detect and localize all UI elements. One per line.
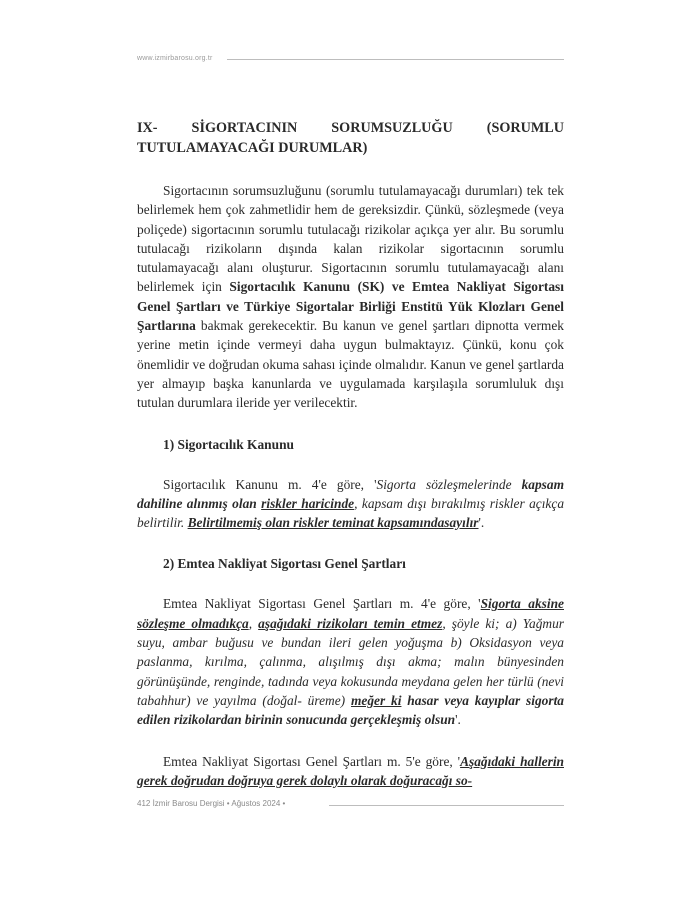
underlined-text: Aşağıdaki hallerin gerek doğrudan doğruya gerek dolaylı olarak doğuracağı so- [137, 753, 564, 788]
text: , [248, 615, 259, 631]
bold-text: Sigortacılık Kanunu (SK) ve Emtea Nakliyat Sigortası Genel Şartları ve Türkiye Sigortalar Birliği Enstitü Yük Klozları Genel Şartlarına [137, 279, 564, 334]
header-rule [227, 59, 564, 60]
text: , şöyle ki; a) Yağmur suyu, ambar buğusu ve bundan ileri gelen yoğuşma b) Oksidasyon veya paslanma, kırılma, çalınma, alışılmış dışı akma; malın bünyesinden görünüşünde, renginde, tadında veya kokusunda meydana gelen her türlü (nevi tabahhur) ve yayılma (doğal- üreme) [137, 615, 564, 708]
article-body [137, 118, 564, 790]
underlined-text: meğer ki [350, 692, 402, 708]
page-footer [137, 799, 564, 811]
text: , kapsam dışı bırakılmış riskler açıkça belirtilir. [137, 495, 565, 531]
text: Emtea Nakliyat Sigortası Genel Şartları m. 5'e göre, ' [163, 753, 461, 769]
paragraph-intro [137, 181, 564, 413]
text: Sigorta sözleşmelerinde [376, 476, 522, 492]
underlined-text: aşağıdaki rizikoları temin etmez [258, 615, 443, 631]
bold-text: kapsam dahiline alınmış olan [137, 476, 564, 511]
subheading-emtea-nakliyat: 2) Emtea Nakliyat Sigortası Genel Şartları [163, 556, 406, 572]
underlined-text: riskler haricinde [261, 495, 355, 511]
paragraph-emtea-article-5 [137, 752, 564, 791]
subheading-sigortacilik-kanunu: 1) Sigortacılık Kanunu [163, 436, 294, 452]
paragraph-sk-article-4 [137, 475, 564, 533]
paragraph-emtea-article-4 [137, 594, 564, 729]
footer-rule [329, 805, 564, 806]
bold-text: hasar veya kayıplar sigorta edilen rizikolardan birinin sonucunda gerçekleşmiş olsun [137, 692, 564, 728]
text: Sigortacının sorumsuzluğunu (sorumlu tutulamayacağı durumları) tek tek belirlemek hem çok zahmetlidir hem de gereksizdir. Çünkü, sözleşmede (veya poliçede) sigortacının sorumlu tutulacağı rizikolar açıkça yer alır. Bu sorumlu tutulacağı rizikoların dışında kalan rizikolar sigortacının sorumlu tutulamayacağı alanı oluşturur. Sigortacının sorumlu tutulamayacağı alanı belirlemek için [137, 183, 564, 295]
text: bakmak gerekecektir. Bu kanun ve genel şartları dipnotta vermek yerine metin içinde vermeyi daha uygun bulmaktayız. Çünkü, konu çok önemlidir ve doğrudan okuma sahası içinde olmalıdır. Kanun ve genel şartlarda yer almayıp başka kanunlarda ve uygulamada karşılaşıla sorumluluk dışı tutulan durumlara ileride yer verilecektir. [137, 318, 564, 411]
text: Emtea Nakliyat Sigortası Genel Şartları m. 4'e göre, ' [163, 596, 481, 612]
section-heading: IX- SİGORTACININ SORUMSUZLUĞU (SORUMLU TUTULAMAYACAĞI DURUMLAR) [137, 120, 564, 156]
text: '. [455, 712, 461, 728]
quote [137, 596, 564, 727]
header-url: www.izmirbarosu.org.tr [137, 55, 213, 62]
underlined-text: Belirtilmemiş olan riskler teminat kapsamındasayılır [187, 515, 479, 531]
underlined-text: Sigorta aksine sözleşme olmadıkça [137, 596, 564, 631]
footer-text: 412 İzmir Barosu Dergisi • Ağustos 2024 • [137, 799, 286, 808]
text: Sigortacılık Kanunu m. 4'e göre, ' [163, 476, 377, 492]
text: '. [478, 515, 485, 531]
